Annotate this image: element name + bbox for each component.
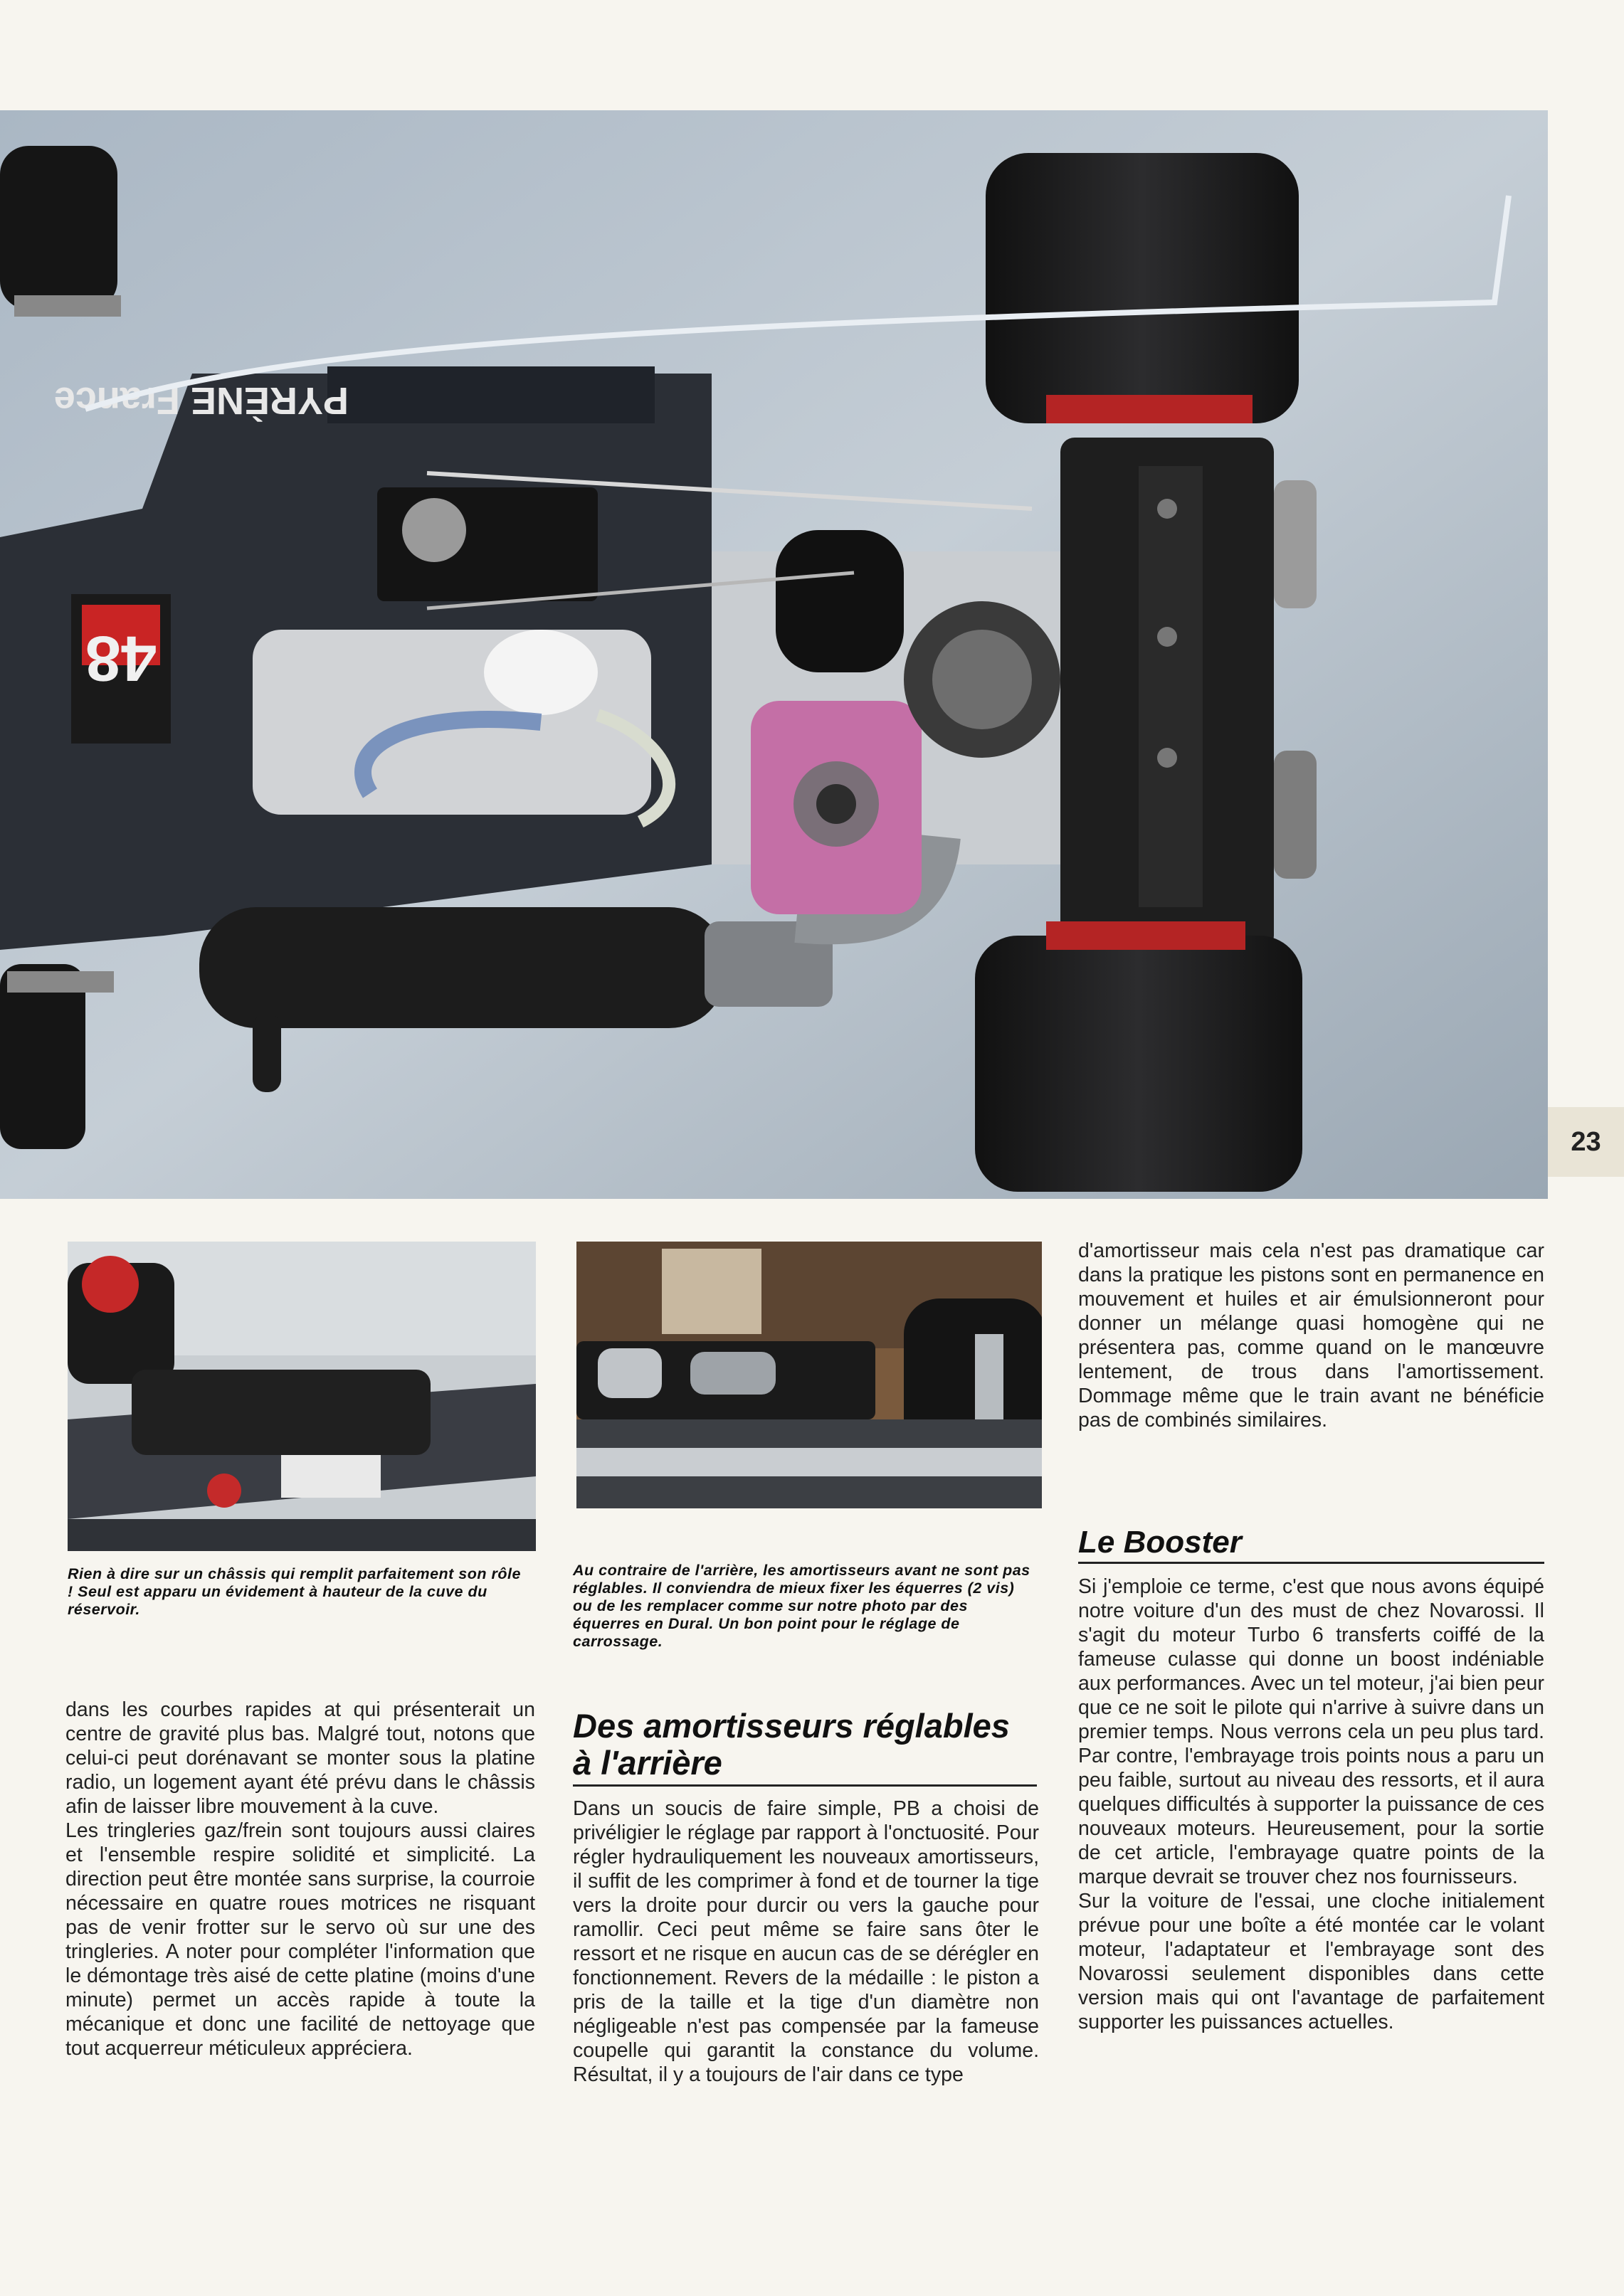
article-text-right-top: d'amortisseur mais cela n'est pas dramatique car dans la pratique les pistons sont en permanence en mouvement et huiles et air émulsionneront pour donner un mélange quasi homogène qui ne présentera pas, comme quand on le manœuvre lentement, de trous dans l'amortissement. Dommage même que le train avant ne bénéficie pas de combinés similaires. [1078, 1239, 1544, 1432]
article-column-left [65, 1698, 535, 2060]
article-column-middle [573, 1797, 1039, 2087]
hero-photo-chassis-top-view [0, 110, 1548, 1199]
article-text-left: dans les courbes rapides at qui présenterait un centre de gravité plus bas. Malgré tout, notons que celui-ci peut dorénavant se monter sous la platine radio, un logement ayant été prévu dans le châssis afin de laisser libre mouvement à la cuve. Les tringleries gaz/frein sont toujours aussi claires et l'ensemble respire solidité et simplicité. La direction peut être montée sans surprise, la courroie nécessaire en quatre roues motrices ne risquant pas de venir frotter sur le servo où sur une des tringleries. A noter pour compléter l'information que le démontage très aisé de cette platine (moins d'une minute) permet un accès rapide à toute la mécanique et donc une facilité de nettoyage que tout acquerreur méticuleux appréciera. [65, 1698, 535, 2060]
photo-front-shocks-illustration [576, 1242, 1042, 1508]
photo-front-shocks [576, 1242, 1042, 1508]
photo-chassis-side-illustration [68, 1242, 536, 1551]
decal-text: PYRÈNE France [53, 379, 349, 422]
hero-photo-illustration [0, 110, 1548, 1199]
caption-middle-photo: Au contraire de l'arrière, les amortisseurs avant ne sont pas réglables. Il conviendra de mieux fixer les équerres (2 vis) ou de les remplacer comme sur notre photo par des équerres en Dural. Un bon point pour le réglage de carrossage. [573, 1562, 1030, 1650]
race-number: 48 [85, 623, 157, 694]
caption-left-photo: Rien à dire sur un châssis qui remplit parfaitement son rôle ! Seul est apparu un évidement à hauteur de la cuve du réservoir. [68, 1565, 521, 1618]
page-number-tab: 23 [1548, 1107, 1624, 1177]
article-text-right-bottom: Si j'emploie ce terme, c'est que nous avons équipé notre voiture d'un des must de chez Novarossi. Il s'agit du moteur Turbo 6 transferts coiffé de la fameuse culasse qui donne un boost indéniable aux performances. Avec un tel moteur, j'ai bien peur que ce ne soit le pilote qui n'arrive à suivre dans un premier temps. Nous verrons cela un peu plus tard. Par contre, l'embrayage trois points nous a paru un peu faible, surtout au niveau des ressorts, et il aura quelques difficultés à supporter la puissance de ces nouveaux moteurs. Heureusement, pour la sortie de cet article, l'embrayage quatre points de la marque devrait se trouver chez nos fournisseurs. Sur la voiture de l'essai, une cloche initialement prévue pour une boîte a été montée car le volant moteur, l'adaptateur et l'embrayage sont des Novarossi seulement disponibles dans cette version mais qui ont l'avantage de parfaitement supporter les puissances actuelles. [1078, 1575, 1544, 2033]
article-column-right-bottom [1078, 1575, 1544, 2034]
article-text-middle: Dans un soucis de faire simple, PB a choisi de privéligier le réglage par rapport à l'onctuosité. Pour régler hydrauliquement les nouveaux amortisseurs, il suffit de les comprimer à fond et de tourner la tige vers la droite pour durcir ou vers la gauche pour ramollir. Ceci peut même se faire sans ôter le ressort et ne risque en aucun cas de se dérégler en fonctionnement. Revers de la médaille : le piston a pris de la taille et la tige d'un diamètre non négligeable n'est pas compensée par la fameuse coupelle qui garantit la constance du volume. Résultat, il y a toujours de l'air dans ce type [573, 1797, 1039, 2086]
section-heading-shocks: Des amortisseurs réglables à l'arrière [573, 1708, 1037, 1787]
section-heading-booster: Le Booster [1078, 1525, 1544, 1564]
photo-chassis-side [68, 1242, 536, 1551]
article-column-right-top [1078, 1239, 1544, 1432]
